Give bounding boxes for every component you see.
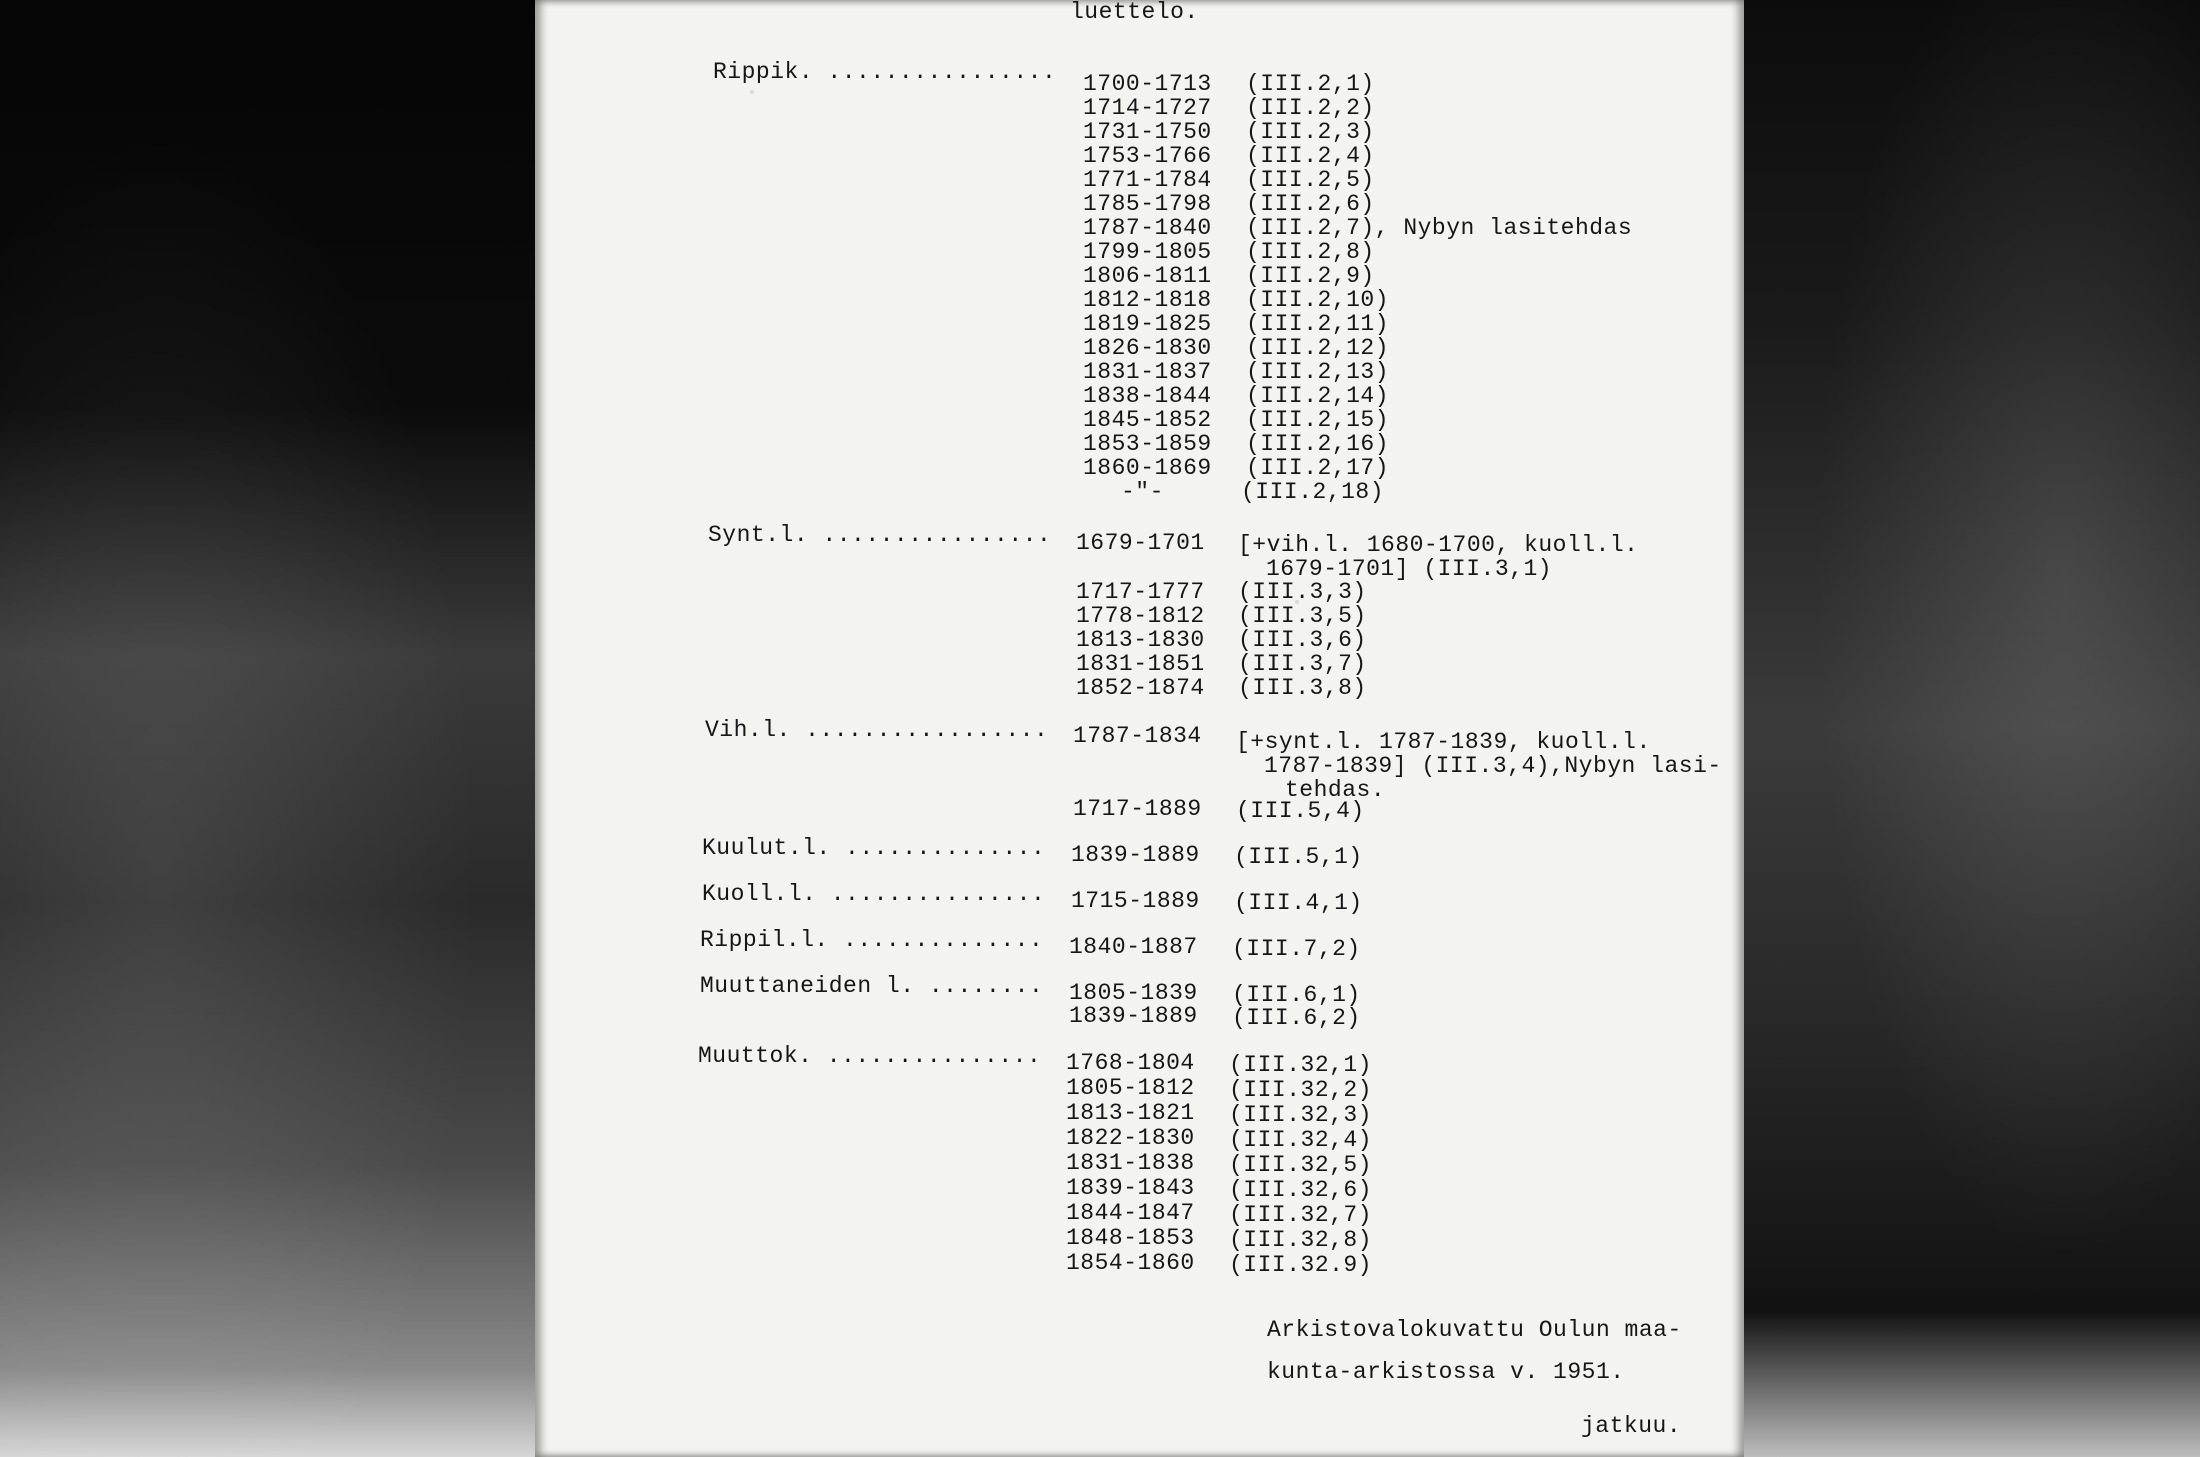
row-ref-continued: tehdas. [1285, 777, 1386, 803]
row-ref: (III.2,6) [1246, 191, 1375, 217]
archive-note-line-1: Arkistovalokuvattu Oulun maa- [1267, 1317, 1682, 1343]
row-ref: (III.2,15) [1246, 407, 1390, 433]
section-label-synt: Synt.l. ................ [708, 522, 1052, 548]
row-ref: (III.32,1) [1229, 1052, 1373, 1078]
row-years: 1717-1777 [1076, 579, 1205, 605]
row-ref: (III.2,2) [1246, 95, 1375, 121]
film-speck [750, 90, 754, 94]
row-years: 1839-1843 [1066, 1175, 1195, 1201]
row-ref: (III.32,6) [1229, 1177, 1373, 1203]
row-years: 1845-1852 [1083, 407, 1212, 433]
row-years: 1771-1784 [1083, 167, 1212, 193]
row-years: 1840-1887 [1069, 934, 1198, 960]
row-ref: (III.32,4) [1229, 1127, 1373, 1153]
section-label-kuoll: Kuoll.l. ............... [702, 881, 1046, 907]
row-years: 1831-1837 [1083, 359, 1212, 385]
row-years: 1806-1811 [1083, 263, 1212, 289]
row-years: 1854-1860 [1066, 1250, 1195, 1276]
row-ref: (III.6,1) [1232, 982, 1361, 1008]
row-ref: (III.3,5) [1238, 603, 1367, 629]
film-margin-left [0, 0, 535, 1457]
row-years: 1799-1805 [1083, 239, 1212, 265]
row-years: 1819-1825 [1083, 311, 1212, 337]
row-years: 1839-1889 [1069, 1003, 1198, 1029]
row-years: 1768-1804 [1066, 1050, 1195, 1076]
row-ref: (III.7,2) [1232, 936, 1361, 962]
row-ref: (III.6,2) [1232, 1005, 1361, 1031]
row-years: 1731-1750 [1083, 119, 1212, 145]
section-label-muuttaneiden: Muuttaneiden l. ........ [700, 973, 1044, 999]
section-label-vih: Vih.l. ................. [705, 717, 1049, 743]
row-years: 1717-1889 [1073, 796, 1202, 822]
row-years: 1848-1853 [1066, 1225, 1195, 1251]
row-years: 1714-1727 [1083, 95, 1212, 121]
row-ref: (III.2,12) [1246, 335, 1390, 361]
row-ref: (III.32,2) [1229, 1077, 1373, 1103]
header-fragment: luettelo. [1070, 0, 1199, 25]
row-years: -"- [1121, 479, 1164, 505]
row-ref: (III.3,6) [1238, 627, 1367, 653]
section-label-kuulut: Kuulut.l. .............. [702, 835, 1046, 861]
row-ref-continued: 1679-1701] (III.3,1) [1266, 556, 1553, 582]
section-label-rippil: Rippil.l. .............. [700, 927, 1044, 953]
row-ref: (III.2,11) [1246, 311, 1390, 337]
row-years: 1778-1812 [1076, 603, 1205, 629]
row-years: 1785-1798 [1083, 191, 1212, 217]
row-years: 1822-1830 [1066, 1125, 1195, 1151]
row-ref: (III.2,9) [1246, 263, 1375, 289]
row-years: 1805-1839 [1069, 980, 1198, 1006]
row-ref: (III.3,8) [1238, 675, 1367, 701]
row-ref: (III.2,13) [1246, 359, 1390, 385]
row-ref: (III.5,4) [1236, 798, 1365, 824]
row-ref-continued: 1787-1839] (III.3,4),Nybyn lasi- [1264, 753, 1722, 779]
row-ref: (III.2,18) [1241, 479, 1385, 505]
continues-marker: jatkuu. [1581, 1413, 1682, 1439]
row-years: 1787-1834 [1073, 723, 1202, 749]
row-years: 1826-1830 [1083, 335, 1212, 361]
row-ref: (III.2,4) [1246, 143, 1375, 169]
row-years: 1805-1812 [1066, 1075, 1195, 1101]
row-ref: (III.2,1) [1246, 71, 1375, 97]
row-years: 1844-1847 [1066, 1200, 1195, 1226]
row-years: 1839-1889 [1071, 842, 1200, 868]
row-ref: (III.2,10) [1246, 287, 1390, 313]
row-ref: (III.32,3) [1229, 1102, 1373, 1128]
row-ref: (III.32,5) [1229, 1152, 1373, 1178]
row-ref: [+synt.l. 1787-1839, kuoll.l. [1236, 729, 1651, 755]
row-ref: (III.2,5) [1246, 167, 1375, 193]
row-ref: (III.2,14) [1246, 383, 1390, 409]
row-ref: (III.5,1) [1234, 844, 1363, 870]
row-ref: (III.2,3) [1246, 119, 1375, 145]
section-label-rippik: Rippik. ................ [713, 59, 1057, 85]
row-years: 1787-1840 [1083, 215, 1212, 241]
row-ref: (III.32.9) [1229, 1252, 1373, 1278]
row-years: 1831-1838 [1066, 1150, 1195, 1176]
row-ref: (III.3,3) [1238, 579, 1367, 605]
row-years: 1812-1818 [1083, 287, 1212, 313]
row-years: 1715-1889 [1071, 888, 1200, 914]
row-years: 1813-1830 [1076, 627, 1205, 653]
row-years: 1860-1869 [1083, 455, 1212, 481]
row-years: 1852-1874 [1076, 675, 1205, 701]
row-ref: (III.2,17) [1246, 455, 1390, 481]
row-ref: (III.3,7) [1238, 651, 1367, 677]
row-years: 1831-1851 [1076, 651, 1205, 677]
row-years: 1853-1859 [1083, 431, 1212, 457]
document-page [535, 0, 1744, 1457]
row-years: 1813-1821 [1066, 1100, 1195, 1126]
row-ref: (III.2,16) [1246, 431, 1390, 457]
archive-note-line-2: kunta-arkistossa v. 1951. [1267, 1359, 1625, 1385]
row-ref: (III.32,8) [1229, 1227, 1373, 1253]
row-ref: (III.2,8) [1246, 239, 1375, 265]
section-label-muuttok: Muuttok. ............... [698, 1043, 1042, 1069]
row-years: 1753-1766 [1083, 143, 1212, 169]
film-margin-right [1744, 0, 2200, 1457]
row-years: 1838-1844 [1083, 383, 1212, 409]
row-ref: [+vih.l. 1680-1700, kuoll.l. [1238, 532, 1639, 558]
row-years: 1700-1713 [1083, 71, 1212, 97]
row-ref: (III.2,7), Nybyn lasitehdas [1246, 215, 1633, 241]
row-years: 1679-1701 [1076, 530, 1205, 556]
row-ref: (III.4,1) [1234, 890, 1363, 916]
row-ref: (III.32,7) [1229, 1202, 1373, 1228]
